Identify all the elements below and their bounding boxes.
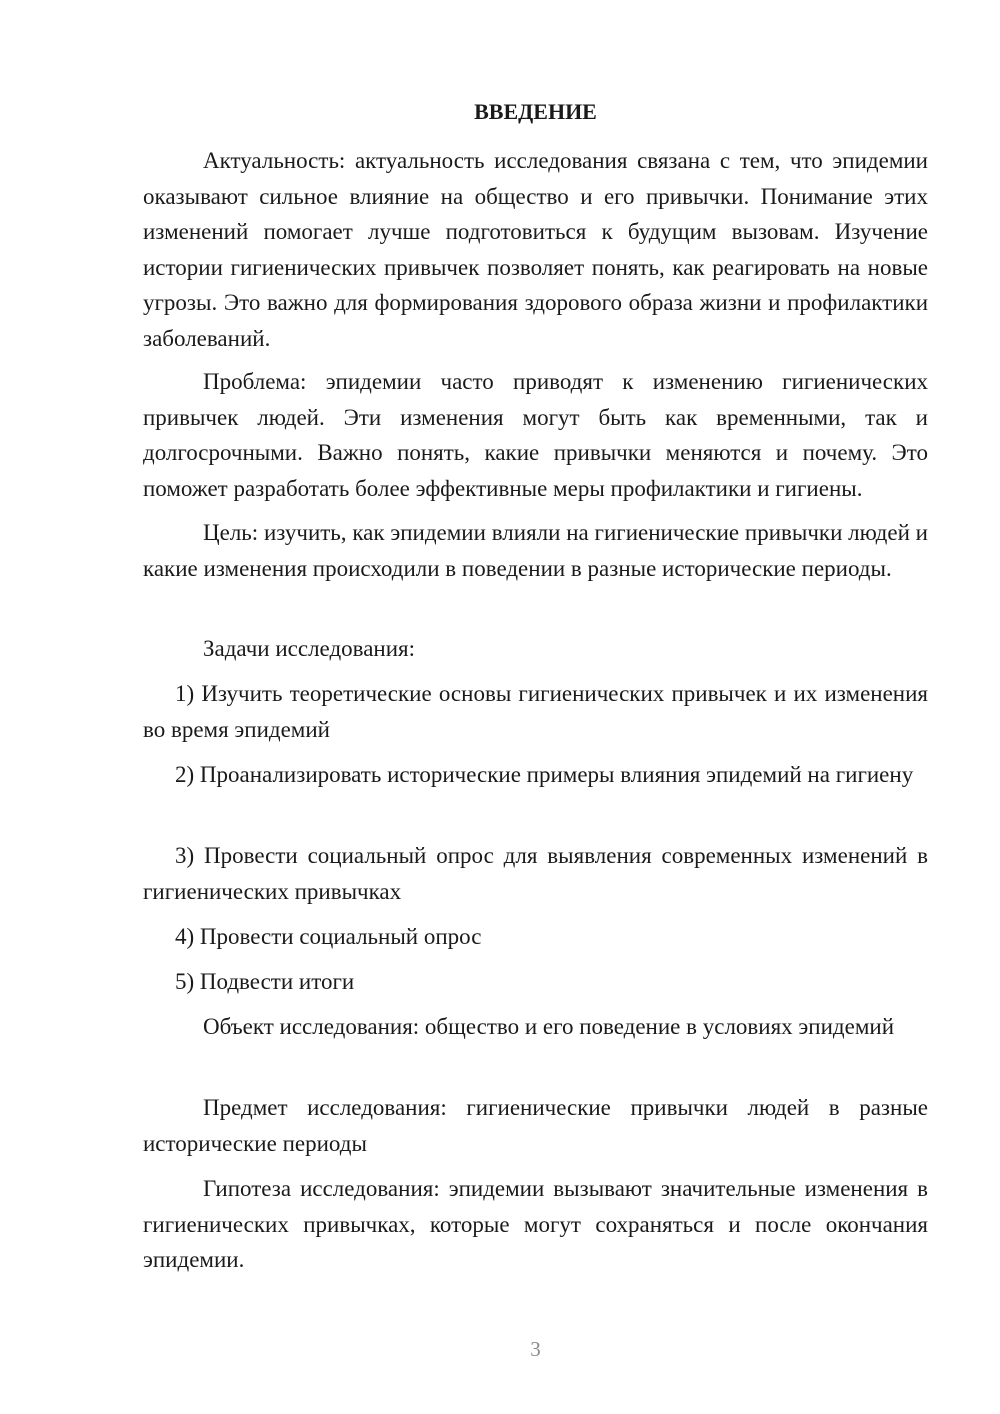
page-title: ВВЕДЕНИЕ [474,99,597,124]
hypothesis-paragraph: Гипотеза исследования: эпидемии вызывают значительные изменения в гигиенических привычках, которые могут сохраняться и после окончания эпидемии. [143,1176,928,1272]
goal-paragraph: Цель: изучить, как эпидемии влияли на гигиенические привычки людей и какие изменения происходили в поведении в разные исторические периоды. [143,520,928,581]
page-number: 3 [530,1337,541,1361]
task-item: 4) Провести социальный опрос [175,924,482,949]
tasks-heading: Задачи исследования: [203,636,416,661]
problem-paragraph: Проблема: эпидемии часто приводят к изменению гигиенических привычек людей. Эти изменения могут быть как временными, так и долгосрочными. Важно понять, какие привычки меняются и почему. Это поможет разработать более эффективные меры профилактики и гигиены. [143,369,928,501]
object-paragraph: Объект исследования: общество и его поведение в условиях эпидемий [203,1014,894,1039]
task-item: 3) Провести социальный опрос для выявления современных изменений в гигиенических привычках [143,843,928,904]
task-item: 2) Проанализировать исторические примеры влияния эпидемий на гигиену [175,762,914,787]
subject-paragraph: Предмет исследования: гигиенические привычки людей в разные исторические периоды [143,1095,928,1156]
task-item: 1) Изучить теоретические основы гигиенических привычек и их изменения во время эпидемий [143,681,928,742]
task-item: 5) Подвести итоги [175,969,355,994]
relevance-paragraph: Актуальность: актуальность исследования связана с тем, что эпидемии оказывают сильное влияние на общество и его привычки. Понимание этих изменений помогает лучше подготовиться к будущим вызовам. Изучение истории гигиенических привычек позволяет понять, как реагировать на новые угрозы. Это важно для формирования здорового образа жизни и профилактики заболеваний. [143,148,928,351]
